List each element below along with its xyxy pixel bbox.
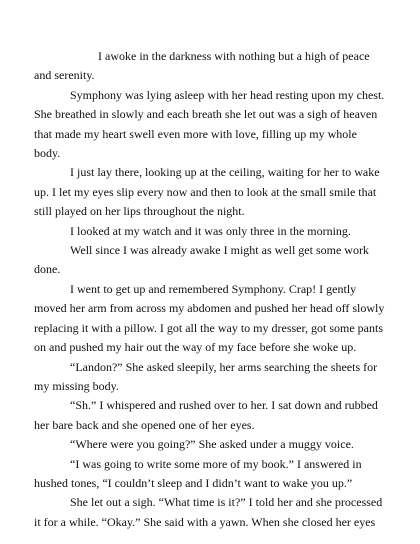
- document-body: [34, 47, 386, 532]
- paragraph-7: “Landon?” She asked sleepily, her arms searching the sheets for my missing body.: [34, 359, 378, 393]
- paragraph-2: Symphony was lying asleep with her head resting upon my chest. She breathed in slowly and each breath she let out was a sigh of heaven that made my heart swell even more with love, filling up my whole body.: [34, 87, 385, 161]
- paragraph-11: She let out a sigh. “What time is it?” I told her and she processed it for a while. “Okay.” She said with a yawn. When she closed her eyes: [34, 495, 383, 529]
- paragraph-8: “Sh.” I whispered and rushed over to her. I sat down and rubbed her bare back and she opened one of her eyes.: [34, 398, 378, 432]
- paragraph-1: I awoke in the darkness with nothing but a high of peace and serenity.: [34, 49, 370, 83]
- paragraph-6: I went to get up and remembered Symphony. Crap! I gently moved her arm from across my abdomen and pushed her head off slowly replacing it with a pillow. I got all the way to my dresser, got some pants on and pushed my hair out the way of my face before she woke up.: [34, 281, 385, 355]
- paragraph-5: Well since I was already awake I might as well get some work done.: [34, 243, 369, 277]
- paragraph-3: I just lay there, looking up at the ceiling, waiting for her to wake up. I let my eyes slip every now and then to look at the small smile that still played on her lips throughout the night.: [34, 165, 380, 219]
- paragraph-10: “I was going to write some more of my book.” I answered in hushed tones, “I couldn’t sleep and I didn’t want to wake you up.”: [34, 456, 362, 490]
- paragraph-4: I looked at my watch and it was only three in the morning.: [70, 223, 351, 238]
- paragraph-9: “Where were you going?” She asked under a muggy voice.: [70, 437, 354, 452]
